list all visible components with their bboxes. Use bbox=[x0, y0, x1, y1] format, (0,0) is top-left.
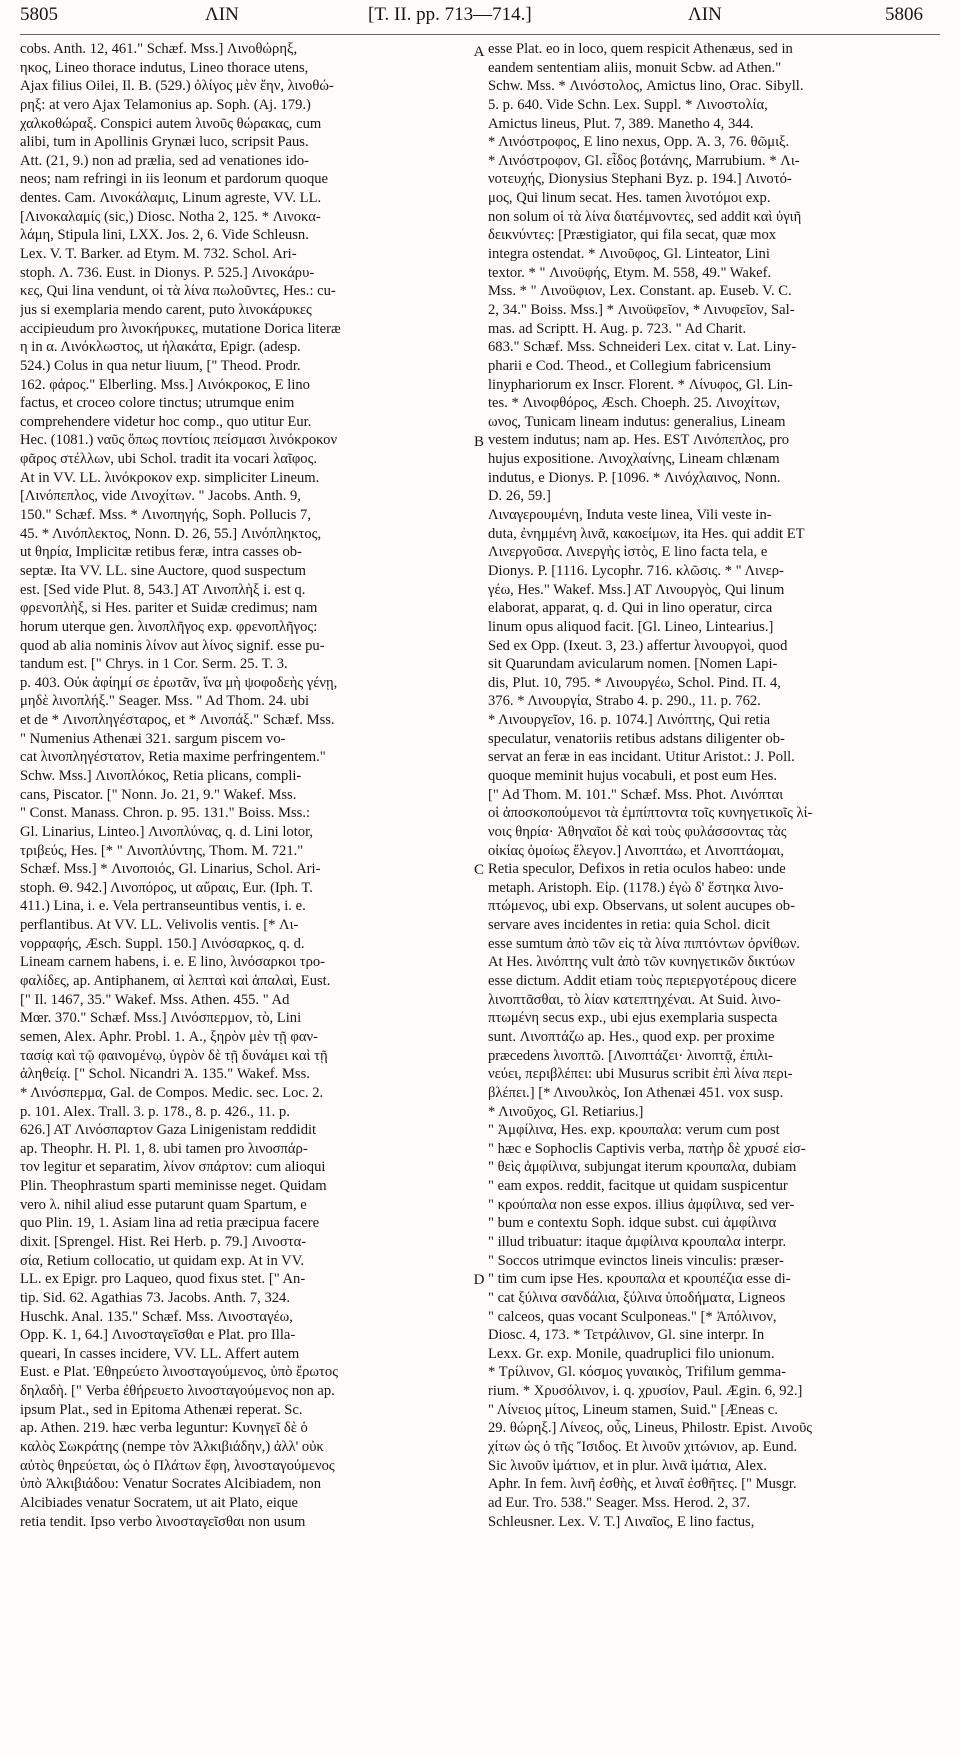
text-line: ut θηρία, Implicitæ retibus feræ, intra casses ob- bbox=[20, 544, 302, 561]
text-line: γέω, Hes." Wakef. Mss.] AT Λινουργὸς, Qui linum bbox=[488, 581, 785, 598]
text-line: duta, ἐνημμένη λινᾶ, κακοείμων, ita Hes. qui addit ET bbox=[488, 525, 805, 542]
text-line: metaph. Aristoph. Εἰρ. (1178.) ἐγὼ δ' ἕστηκα λινο- bbox=[488, 879, 784, 896]
text-line: φᾶρος στέλλων, ubi Schol. tradit ita vocari λαῖφος. bbox=[20, 451, 318, 468]
text-line: comprehendere videtur hoc comp., quo utitur Eur. bbox=[20, 413, 312, 430]
text-line: μηδὲ λινοπλήξ." Seager. Mss. " Ad Thom. 24. ubi bbox=[20, 693, 310, 710]
text-line: servare aves incidentes in retia: quia Schol. dicit bbox=[488, 917, 771, 934]
text-line: αὐτὸς θηρεύεται, ὡς ὁ Πλάτων ἔφη, λινοσταγούμενος bbox=[20, 1457, 335, 1474]
text-line: Schleusner. Lex. V. T.] Λιναῖος, E lino factus, bbox=[488, 1513, 755, 1530]
text-line: " bum e contextu Soph. idque subst. cui ἀμφίλινα bbox=[488, 1215, 777, 1232]
right-column bbox=[488, 40, 940, 1531]
page-number-right: 5806 bbox=[885, 4, 923, 25]
text-line: factus, et croceo colore tinctus; utrumque enim bbox=[20, 395, 295, 412]
text-line: " θεὶς ἀμφίλινα, subjungat iterum κρουπαλα, dubiam bbox=[488, 1159, 797, 1176]
text-line: præcedens λινοπτῶ. [Λινοπτάζει· λινοπτᾷ, ἐπιλι- bbox=[488, 1047, 773, 1064]
running-headword-left: ΛΙΝ bbox=[205, 4, 239, 25]
running-headword-right: ΛΙΝ bbox=[688, 4, 722, 25]
text-line: χαλκοθώραξ. Conspici autem λινοῦς θώρακας, cum bbox=[20, 115, 322, 132]
text-line: Plin. Theophrastum sparti meminisse neget. Quidam bbox=[20, 1178, 327, 1195]
text-line: 150." Schæf. Mss. * Λινοπηγής, Soph. Pollucis 7, bbox=[20, 507, 311, 524]
text-line: Att. (21, 9.) non ad prælia, sed ad venationes ido- bbox=[20, 152, 309, 169]
text-line: καλὸς Σωκράτης (nempe τὸν Ἀλκιβιάδην,) ἀλλ' οὐκ bbox=[20, 1439, 324, 1456]
text-line: ap. Theophr. H. Pl. 1, 8. ubi tamen pro λινοσπάρ- bbox=[20, 1140, 308, 1157]
text-line: [Λινόπεπλος, vide Λινοχίτων. " Jacobs. Anth. 9, bbox=[20, 488, 301, 505]
text-line: 29. θώρηξ.] Λίνεος, οὖς, Lineus, Philostr. Epist. Λινοῦς bbox=[488, 1420, 813, 1437]
text-line: Λινεργοῦσα. Λινεργὴς ἱστὸς, E lino facta tela, e bbox=[488, 544, 768, 561]
text-line: νοις θηρία· Ἀθηναῖοι δὲ καὶ τοὺς φυλάσσοντας τὰς bbox=[488, 823, 787, 840]
text-line: ὑπὸ Ἀλκιβιάδου: Venatur Socrates Alcibiadem, non bbox=[20, 1476, 321, 1493]
text-line: quoque meminit hujus vocabuli, et post eum Hes. bbox=[488, 767, 777, 784]
text-line: tip. Sid. 62. Agathias 73. Jacobs. Anth. 7, 324. bbox=[20, 1289, 290, 1306]
text-line: [Λινοκαλαμίς (sic,) Diosc. Notha 2, 125. * Λινοκα- bbox=[20, 208, 321, 225]
text-line: cobs. Anth. 12, 461." Schæf. Mss.] Λινοθώρηξ, bbox=[20, 41, 298, 57]
text-line: νοτευχής, Dionysius Stephani Byz. p. 194.] Λινοτό- bbox=[488, 171, 792, 188]
section-mark-c: C bbox=[473, 862, 484, 878]
text-line: δηλαδὴ. [" Verba ἐθήρευετο λινοσταγούμενος non ap. bbox=[20, 1383, 335, 1400]
text-line: horum uterque gen. λινοπλῆγος exp. φρενοπλῆγος: bbox=[20, 618, 318, 635]
text-line: perflantibus. At VV. LL. Velivolis ventis. [* Λι- bbox=[20, 917, 299, 934]
text-line: accipieudum pro λινοκήρυκες, mutatione Dorica literæ bbox=[20, 320, 341, 337]
text-line: φαλίδες, ap. Antiphanem, αἱ λεπταὶ καὶ ἁπαλαὶ, Eust. bbox=[20, 973, 331, 990]
text-line: " Soccos utrimque evinctos lineis vinculis: præser- bbox=[488, 1252, 784, 1269]
volume-page-reference: [T. II. pp. 713—714.] bbox=[368, 4, 532, 25]
text-line: tandum est. [" Chrys. in 1 Cor. Serm. 25. T. 3. bbox=[20, 656, 288, 673]
text-line: τον legitur et separatim, λίνον σπάρτον: cum alioqui bbox=[20, 1159, 326, 1176]
text-line: Schw. Mss.] Λινοπλόκος, Retia plicans, compli- bbox=[20, 767, 302, 784]
text-line: * Λινουργεῖον, 16. p. 1074.] Λινόπτης, Qui retia bbox=[488, 712, 771, 729]
text-line: ρηξ: at vero Ajax Telamonius ap. Soph. (Aj. 179.) bbox=[20, 96, 311, 113]
text-line: ipsum Plat., sed in Epitoma Athenæi reperat. Sc. bbox=[20, 1401, 303, 1418]
text-line: indutus, e Dionys. P. [1096. * Λινόχλαινος, Nonn. bbox=[488, 469, 781, 486]
text-line: 626.] AT Λινόσπαρτον Gaza Linigenistam reddidit bbox=[20, 1122, 317, 1139]
text-line: integra ostendat. * Λινοῦφος, Gl. Linteator, Lini bbox=[488, 246, 770, 263]
text-line: οἱ ἀποσκοπούμενοι τὰ ἐμπίπτοντα τοῖς κυνηγετικοῖς λί- bbox=[488, 805, 813, 822]
text-line: jus si exemplaria mendo carent, puto λινοκάρυκες bbox=[20, 301, 312, 318]
text-line: sit Quarundam avicularum nomen. [Nomen Lapi- bbox=[488, 656, 778, 673]
section-mark-b: B bbox=[473, 434, 484, 450]
text-line: LL. ex Epigr. pro Laqueo, quod fixus stet. [" An- bbox=[20, 1271, 306, 1288]
text-line: quo Plin. 19, 1. Asiam lina ad retia præcipua facere bbox=[20, 1215, 320, 1232]
left-column bbox=[20, 40, 472, 1531]
text-line: rium. * Χρυσόλινον, i. q. χρυσίον, Paul. Ægin. 6, 92.] bbox=[488, 1383, 803, 1400]
text-line: vestem indutus; nam ap. Hes. EST Λινόπεπλος, pro bbox=[488, 432, 790, 449]
header-rule bbox=[20, 34, 940, 35]
text-line: p. 403. Οὐκ ἀφίημί σε ἐρωτᾶν, ἵνα μὴ ψοφοδεὴς γένῃ, bbox=[20, 674, 338, 691]
text-line: * Λινοῦχος, Gl. Retiarius.] bbox=[488, 1103, 644, 1120]
text-line: Gl. Linarius, Linteo.] Λινοπλύνας, q. d. Lini lotor, bbox=[20, 823, 313, 840]
text-line: Aphr. In fem. λινῆ ἐσθὴς, et λιναῖ ἐσθῆτες. [" Musgr. bbox=[488, 1476, 797, 1493]
text-line: * Τρίλινον, Gl. κόσμος γυναικὸς, Trifilum gemma- bbox=[488, 1364, 787, 1381]
text-line: dis, Plut. 10, 795. * Λινουργέω, Schol. Pind. Π. 4, bbox=[488, 674, 781, 691]
text-line: dentes. Cam. Λινοκάλαμις, Linum agreste, VV. LL. bbox=[20, 190, 322, 207]
text-line: 2, 34." Boiss. Mss.] * Λινοϋφεῖον, * Λινυφεῖον, Sal- bbox=[488, 301, 795, 318]
text-line: linyphariorum ex Inscr. Florent. * Λίνυφος, Gl. Lin- bbox=[488, 376, 793, 393]
text-line: semen, Alex. Aphr. Probl. 1. Α., ξηρὸν μὲν τῇ φαν- bbox=[20, 1028, 318, 1045]
text-line: queari, In casses incidere, VV. LL. Affert autem bbox=[20, 1345, 300, 1362]
text-line: 5. p. 640. Vide Schn. Lex. Suppl. * Λινοστολία, bbox=[488, 96, 768, 113]
text-line: [" Il. 1467, 35." Wakef. Mss. Athen. 455. " Ad bbox=[20, 991, 290, 1008]
text-line: Lineam carnem habens, i. e. E lino, λινόσαρκοι τρο- bbox=[20, 954, 326, 971]
text-line: Schw. Mss. * Λινόστολος, Amictus lino, Orac. Sibyll. bbox=[488, 78, 804, 95]
text-line: Eust. e Plat. Ἐθηρεύετο λινοσταγούμενος, ὑπὸ ἔρωτος bbox=[20, 1364, 338, 1381]
text-line: p. 101. Alex. Trall. 3. p. 178., 8. p. 426., 11. p. bbox=[20, 1103, 290, 1120]
text-line: pharii e Cod. Theod., et Collegium fabricensium bbox=[488, 357, 772, 374]
text-line: tes. * Λινοφθόρος, Æsch. Choeph. 25. Λινοχίτων, bbox=[488, 395, 781, 412]
text-line: " κρούπαλα non esse expos. illius ἀμφίλινα, sed ver- bbox=[488, 1196, 795, 1213]
text-line: At in VV. LL. λινόκροκον exp. simpliciter Lineum. bbox=[20, 469, 320, 486]
text-line: hujus expositione. Λινοχλαίνης, Lineam chlænam bbox=[488, 451, 780, 468]
text-line: χίτων ὡς ὁ τῆς Ἴσιδος. Et λινοῦν χιτώνιον, ap. Eund. bbox=[488, 1439, 798, 1456]
text-line: mas. ad Scriptt. H. Aug. p. 723. " Ad Charit. bbox=[488, 320, 747, 337]
text-line: 162. φάρος." Elberling. Mss.] Λινόκροκος, E lino bbox=[20, 376, 310, 393]
text-line: At Hes. λινόπτης vult ἀπὸ τῶν κυνηγετικῶν δικτύων bbox=[488, 954, 795, 971]
text-line: Sic λινοῦν ἱμάτιον, et in plur. λινᾶ ἱμάτια, Alex. bbox=[488, 1457, 767, 1474]
text-line: μος, Qui linum secat. Hes. tamen λινοτόμοι exp. bbox=[488, 190, 771, 207]
text-line: " eam expos. reddit, facitque ut quidam suspicentur bbox=[488, 1178, 788, 1195]
text-line: τριβεύς, Hes. [* " Λινοπλύντης, Thom. M. 721." bbox=[20, 842, 304, 859]
text-line: κες, Qui lina vendunt, οἱ τὰ λίνα πωλοῦντες, Hes.: cu- bbox=[20, 283, 336, 300]
text-line: 683." Schæf. Mss. Schneideri Lex. citat v. Lat. Liny- bbox=[488, 339, 797, 356]
text-line: ηκος, Lineo thorace indutus, Lineo thorace utens, bbox=[20, 59, 309, 76]
text-line: ἀληθείᾳ. [" Schol. Nicandri Ἀ. 135." Wakef. Mss. bbox=[20, 1066, 310, 1083]
page-number-left: 5805 bbox=[20, 4, 58, 25]
text-line: retia tendit. Ipso verbo λινοσταγεῖσθαι non usum bbox=[20, 1513, 306, 1530]
text-line: Dionys. P. [1116. Lycophr. 716. κλῶσις. * " Λινερ- bbox=[488, 562, 784, 579]
text-line: Alcibiades venatur Socratem, ut ait Plato, eique bbox=[20, 1494, 299, 1511]
text-line: Mœr. 370." Schæf. Mss.] Λινόσπερμον, τὸ, Lini bbox=[20, 1010, 302, 1027]
text-line: " illud tribuatur: itaque ἀμφίλινα κρουπαλα interpr. bbox=[488, 1234, 787, 1250]
text-line: sunt. Λινοπτάζω ap. Hes., quod exp. per proxime bbox=[488, 1028, 775, 1045]
text-line: 524.) Colus in qua netur liuum, [" Theod. Prodr. bbox=[20, 357, 301, 374]
text-line: νορραφής, Æsch. Suppl. 150.] Λινόσαρκος, q. d. bbox=[20, 935, 305, 952]
section-mark-d: D bbox=[473, 1272, 485, 1288]
text-line: textor. * " Λινοϋφής, Etym. M. 558, 49." Wakef. bbox=[488, 264, 772, 281]
text-line: et de * Λινοπληγέσταρος, et * Λινοπάξ." Schæf. Mss. bbox=[20, 712, 335, 729]
text-line: Mss. * " Λινοϋφιον, Lex. Constant. ap. Euseb. V. C. bbox=[488, 283, 792, 300]
text-line: ad Eur. Tro. 538." Seager. Mss. Herod. 2, 37. bbox=[488, 1494, 751, 1511]
text-line: Lex. V. T. Barker. ad Etym. M. 732. Schol. Ari- bbox=[20, 246, 297, 263]
text-line: τασίᾳ καὶ τῷ φαινομένῳ, ὑγρὸν δὲ τῇ δυνάμει καὶ τῇ bbox=[20, 1047, 328, 1064]
text-line: " cat ξύλινα σανδάλια, ξύλινα ὑποδήματα, Ligneos bbox=[488, 1289, 786, 1306]
text-line: 411.) Lina, i. e. Vela pertranseuntibus ventis, i. e. bbox=[20, 898, 306, 915]
text-line: * Λινόσπερμα, Gal. de Compos. Medic. sec. Loc. 2. bbox=[20, 1084, 324, 1101]
text-line: neos; nam refringi in iis leonum et pardorum quoque bbox=[20, 171, 329, 188]
text-line: 45. * Λινόπλεκτος, Nonn. D. 26, 55.] Λινόπληκτος, bbox=[20, 525, 322, 542]
text-line: [" Ad Thom. M. 101." Schæf. Mss. Phot. Λινόπται bbox=[488, 786, 784, 803]
text-line: ap. Athen. 219. hæc verba leguntur: Κυνηγεῖ δὲ ὁ bbox=[20, 1420, 308, 1437]
text-line: λινοπτᾶσθαι, τὸ λίαν κατεπτηχέναι. At Suid. λινο- bbox=[488, 991, 781, 1008]
text-line: " Ἀμφίλινα, Hes. exp. κρουπαλα: verum cum post bbox=[488, 1122, 780, 1139]
text-line: cat λινοπληγέστατον, Retia maxime perfringentem." bbox=[20, 749, 326, 766]
text-line: Sed ex Opp. (Ixeut. 3, 23.) affertur λινουργοὶ, quod bbox=[488, 637, 788, 654]
text-line: vero λ. nihil aliud esse putarunt quam Spartum, e bbox=[20, 1196, 307, 1213]
text-line: Hec. (1081.) ναῦς ὅπως ποντίοις πείσμασι λινόκροκον bbox=[20, 432, 338, 449]
text-line: esse sumtum ἀπὸ τῶν εἰς τὰ λίνα πιπτόντων ὀρνίθων. bbox=[488, 935, 800, 952]
text-line: speculatur, venatoriis retibus adstans diligenter ob- bbox=[488, 730, 785, 747]
text-line: Diosc. 4, 173. * Τετράλινον, Gl. sine interpr. In bbox=[488, 1327, 765, 1344]
text-line: λάμη, Stipula lini, LXX. Jos. 2, 6. Vide Schleusn. bbox=[20, 227, 309, 244]
text-line: νεύει, περιβλέπει: ubi Musurus scribit ἐπὶ λίνα περι- bbox=[488, 1066, 793, 1083]
text-line: " calceos, quas vocant Sculponeas." [* Ἀπόλινον, bbox=[488, 1308, 777, 1325]
text-line: ωνος, Tunicam lineam indutus: generalius, Lineam bbox=[488, 413, 786, 430]
text-line: * Λινόστροφον, Gl. εἶδος βοτάνης, Marrubium. * Λι- bbox=[488, 152, 800, 169]
text-line: esse Plat. eo in loco, quem respicit Athenæus, sed in bbox=[488, 41, 793, 57]
section-mark-a: A bbox=[473, 44, 485, 60]
text-line: Amictus lineus, Plut. 7, 389. Manetho 4, 344. bbox=[488, 115, 754, 132]
text-line: stoph. Λ. 736. Eust. in Dionys. P. 525.] Λινοκάρυ- bbox=[20, 264, 315, 281]
text-line: οἰκίας ὁμοίως ἔλεγον.] Λινοπτάω, et Λινοπτάομαι, bbox=[488, 842, 784, 859]
text-line: * Λινόστροφος, E lino nexus, Opp. Ἀ. 3, 76. θῶμιξ. bbox=[488, 134, 790, 151]
text-line: η in α. Λινόκλωστος, ut ἠλακάτα, Epigr. (adesp. bbox=[20, 339, 301, 356]
text-line: septæ. Ita VV. LL. sine Auctore, quod suspectum bbox=[20, 562, 307, 579]
text-line: Opp. K. 1, 64.] Λινοσταγεῖσθαι e Plat. pro Illa- bbox=[20, 1327, 296, 1344]
text-line: elaborat, apparat, q. d. Qui in lino operatur, circa bbox=[488, 600, 773, 617]
text-line: quod ab alia nominis λίνον aut λίνος signif. esse pu- bbox=[20, 637, 325, 654]
text-line: σία, Retium collocatio, ut quidam exp. At in VV. bbox=[20, 1252, 304, 1269]
text-line: Schæf. Mss.] * Λινοποιός, Gl. Linarius, Schol. Ari- bbox=[20, 861, 321, 878]
text-line: Lexx. Gr. exp. Monile, quadruplici filo unionum. bbox=[488, 1345, 775, 1362]
text-line: Huschk. Anal. 135." Schæf. Mss. Λινοσταγέω, bbox=[20, 1308, 293, 1325]
text-line: Ajax filius Oilei, Il. B. (529.) ὀλίγος μὲν ἔην, λινοθώ- bbox=[20, 78, 334, 95]
text-line: φρενοπλὴξ, si Hes. pariter et Suidæ credimus; nam bbox=[20, 600, 318, 617]
text-line: " Λίνειος μίτος, Lineum stamen, Suid." [Æneas c. bbox=[488, 1401, 778, 1418]
text-line: 376. * Λινουργία, Strabo 4. p. 290., 11. p. 762. bbox=[488, 693, 761, 710]
text-line: eandem sententiam aliis, monuit Scbw. ad Athen." bbox=[488, 59, 782, 76]
text-line: cans, Piscator. [" Nonn. Jo. 21, 9." Wakef. Mss. bbox=[20, 786, 297, 803]
text-line: " hæc e Sophoclis Captivis verba, πατὴρ δὲ χρυσέ εἰσ- bbox=[488, 1140, 806, 1157]
text-line: " Numenius Athenæi 321. sargum piscem vo- bbox=[20, 730, 286, 747]
text-line: δεικνύντες: [Præstigiator, qui fila secat, quæ mox bbox=[488, 227, 777, 244]
text-line: est. [Sed vide Plut. 8, 543.] AT Λινοπλὴξ i. est q. bbox=[20, 581, 306, 598]
text-line: " tim cum ipse Hes. κρουπαλα et κρουπέζια esse di- bbox=[488, 1271, 791, 1288]
text-line: servat an feræ in eas incidant. Utitur Aristot.: J. Poll. bbox=[488, 749, 795, 766]
text-line: dixit. [Sprengel. Hist. Rei Herb. p. 79.] Λινοστα- bbox=[20, 1234, 307, 1250]
text-line: Λιναγερουμένη, Induta veste linea, Vili veste in- bbox=[488, 507, 772, 524]
text-line: πτώμενος, ubi exp. Observans, ut solent aucupes ob- bbox=[488, 898, 795, 915]
text-line: Retia speculor, Defixos in retia oculos habeo: unde bbox=[488, 861, 786, 878]
text-line: D. 26, 59.] bbox=[488, 488, 551, 505]
text-line: esse dictum. Addit etiam τοὺς περιεργοτέρους dicere bbox=[488, 973, 797, 990]
text-line: alibi, tum in Apollinis Grynæi luco, scripsit Paus. bbox=[20, 134, 309, 151]
text-line: βλέπει.] [* Λινουλκὸς, Ion Athenæi 451. vox susp. bbox=[488, 1084, 784, 1101]
text-line: " Const. Manass. Chron. p. 95. 131." Boiss. Mss.: bbox=[20, 805, 311, 822]
text-line: πτωμένη secus exp., ubi ejus exemplaria suspecta bbox=[488, 1010, 778, 1027]
text-line: linum opus aliquod facit. [Gl. Lineo, Lintearius.] bbox=[488, 618, 774, 635]
text-line: stoph. Θ. 942.] Λινοπόρος, ut αὔραις, Eur. (Iph. T. bbox=[20, 879, 313, 896]
text-line: non solum οἱ τὰ λίνα διατέμνοντες, sed addit καὶ ὑγιῆ bbox=[488, 208, 802, 225]
